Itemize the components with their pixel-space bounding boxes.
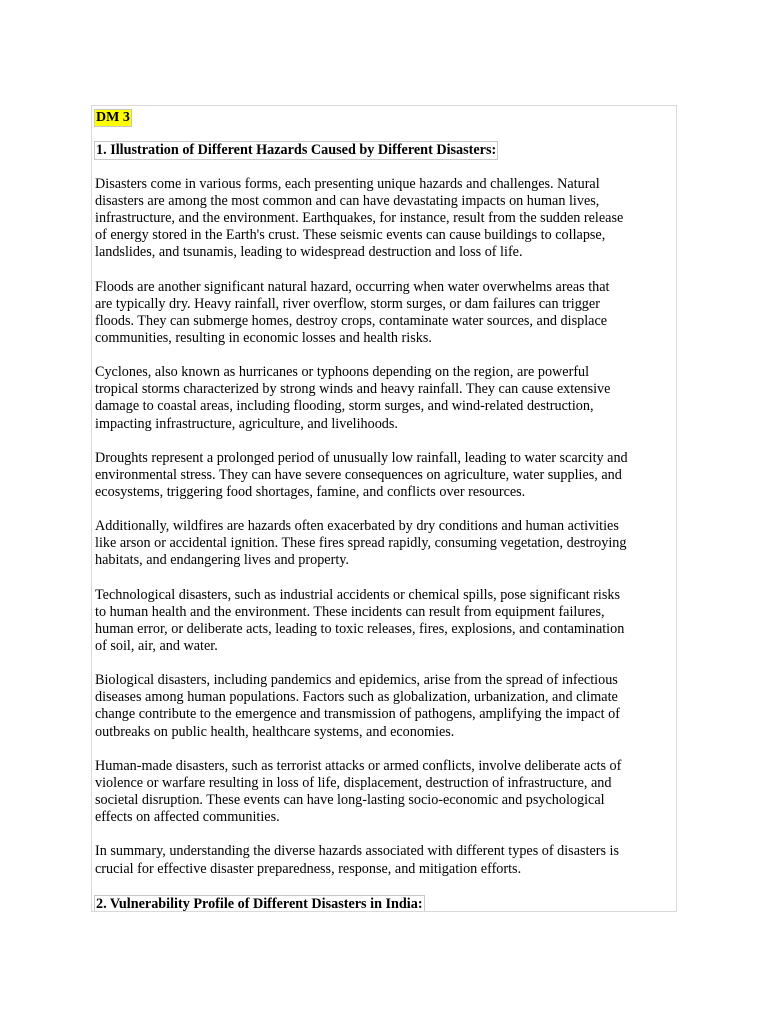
paragraph xyxy=(94,279,674,347)
paragraph-line: like arson or accidental ignition. These fires spread rapidly, consuming vegetation, destroying xyxy=(95,535,627,552)
spacer xyxy=(94,878,674,895)
paragraph-line: human error, or deliberate acts, leading to toxic releases, fires, explosions, and contamination xyxy=(95,620,625,637)
document-page xyxy=(91,105,677,912)
paragraph-line: change contribute to the emergence and transmission of pathogens, amplifying the impact of xyxy=(95,706,620,723)
paragraph-line: effects on affected communities. xyxy=(95,809,280,826)
paragraph-line: violence or warfare resulting in loss of life, displacement, destruction of infrastructure, and xyxy=(95,774,612,791)
paragraph xyxy=(94,587,674,655)
section-2-heading-block xyxy=(94,895,674,912)
paragraph xyxy=(94,364,674,432)
spacer xyxy=(94,501,674,518)
paragraph-line: impacting infrastructure, agriculture, and livelihoods. xyxy=(95,415,398,432)
section-2-heading: 2. Vulnerability Profile of Different Disasters in India: xyxy=(96,895,423,912)
paragraph-line: crucial for effective disaster preparedness, response, and mitigation efforts. xyxy=(95,860,522,877)
spacer xyxy=(94,655,674,672)
paragraph-line: Disasters come in various forms, each presenting unique hazards and challenges. Natural xyxy=(95,176,600,192)
paragraph-line: communities, resulting in economic losses and health risks. xyxy=(95,329,432,346)
paragraph-line: infrastructure, and the environment. Earthquakes, for instance, result from the sudden release xyxy=(95,210,624,227)
paragraph-line: Human-made disasters, such as terrorist attacks or armed conflicts, involve deliberate acts of xyxy=(95,757,622,774)
paragraph-line: societal disruption. These events can have long-lasting socio-economic and psychological xyxy=(95,792,605,809)
paragraph xyxy=(94,176,674,261)
paragraph xyxy=(94,518,674,569)
paragraph-line: are typically dry. Heavy rainfall, river overflow, storm surges, or dam failures can trigger xyxy=(95,295,600,312)
paragraph xyxy=(94,758,674,826)
paragraph xyxy=(94,450,674,501)
paragraph-line: outbreaks on public health, healthcare systems, and economies. xyxy=(95,723,455,740)
paragraph-line: tropical storms characterized by strong winds and heavy rainfall. They can cause extensive xyxy=(95,381,611,398)
paragraphs xyxy=(94,176,674,895)
document-label: DM 3 xyxy=(96,110,130,125)
paragraph-line: ecosystems, triggering food shortages, famine, and conflicts over resources. xyxy=(95,483,526,500)
paragraph-line: habitats, and endangering lives and property. xyxy=(95,552,349,569)
paragraph-line: of soil, air, and water. xyxy=(95,638,218,654)
paragraph-line: In summary, understanding the diverse hazards associated with different types of disasters is xyxy=(95,843,620,860)
paragraph-line: Biological disasters, including pandemics and epidemics, arise from the spread of infectious xyxy=(95,672,618,689)
paragraph-line: Floods are another significant natural hazard, occurring when water overwhelms areas that xyxy=(95,278,610,295)
paragraph-line: floods. They can submerge homes, destroy crops, contaminate water sources, and displace xyxy=(95,312,608,329)
paragraph-line: damage to coastal areas, including flooding, storm surges, and wind-related destruction, xyxy=(95,398,594,415)
spacer xyxy=(94,433,674,450)
spacer xyxy=(94,741,674,758)
paragraph xyxy=(94,843,674,877)
paragraph-line: Technological disasters, such as industrial accidents or chemical spills, pose significant risks xyxy=(95,586,620,603)
paragraph-line: diseases among human populations. Factors such as globalization, urbanization, and climate xyxy=(95,689,618,706)
spacer xyxy=(94,160,674,176)
paragraph-line: landslides, and tsunamis, leading to widespread destruction and loss of life. xyxy=(95,244,523,261)
section-1-heading-block xyxy=(94,141,674,160)
spacer xyxy=(94,261,674,278)
paragraph-line: Droughts represent a prolonged period of unusually low rainfall, leading to water scarcity and xyxy=(95,449,628,466)
paragraph-line: of energy stored in the Earth's crust. These seismic events can cause buildings to collapse, xyxy=(95,227,606,244)
document-content xyxy=(94,108,674,912)
spacer xyxy=(94,826,674,843)
section-1-heading: 1. Illustration of Different Hazards Caused by Different Disasters: xyxy=(96,142,497,158)
paragraph-line: environmental stress. They can have severe consequences on agriculture, water supplies, and xyxy=(95,466,622,483)
paragraph-line: Cyclones, also known as hurricanes or typhoons depending on the region, are powerful xyxy=(95,364,590,381)
paragraph-line: Additionally, wildfires are hazards often exacerbated by dry conditions and human activities xyxy=(95,518,619,535)
spacer xyxy=(94,570,674,587)
paragraph-line: disasters are among the most common and can have devastating impacts on human lives, xyxy=(95,193,600,210)
paragraph-line: to human health and the environment. These incidents can result from equipment failures, xyxy=(95,603,605,620)
spacer xyxy=(94,347,674,364)
paragraph xyxy=(94,672,674,740)
